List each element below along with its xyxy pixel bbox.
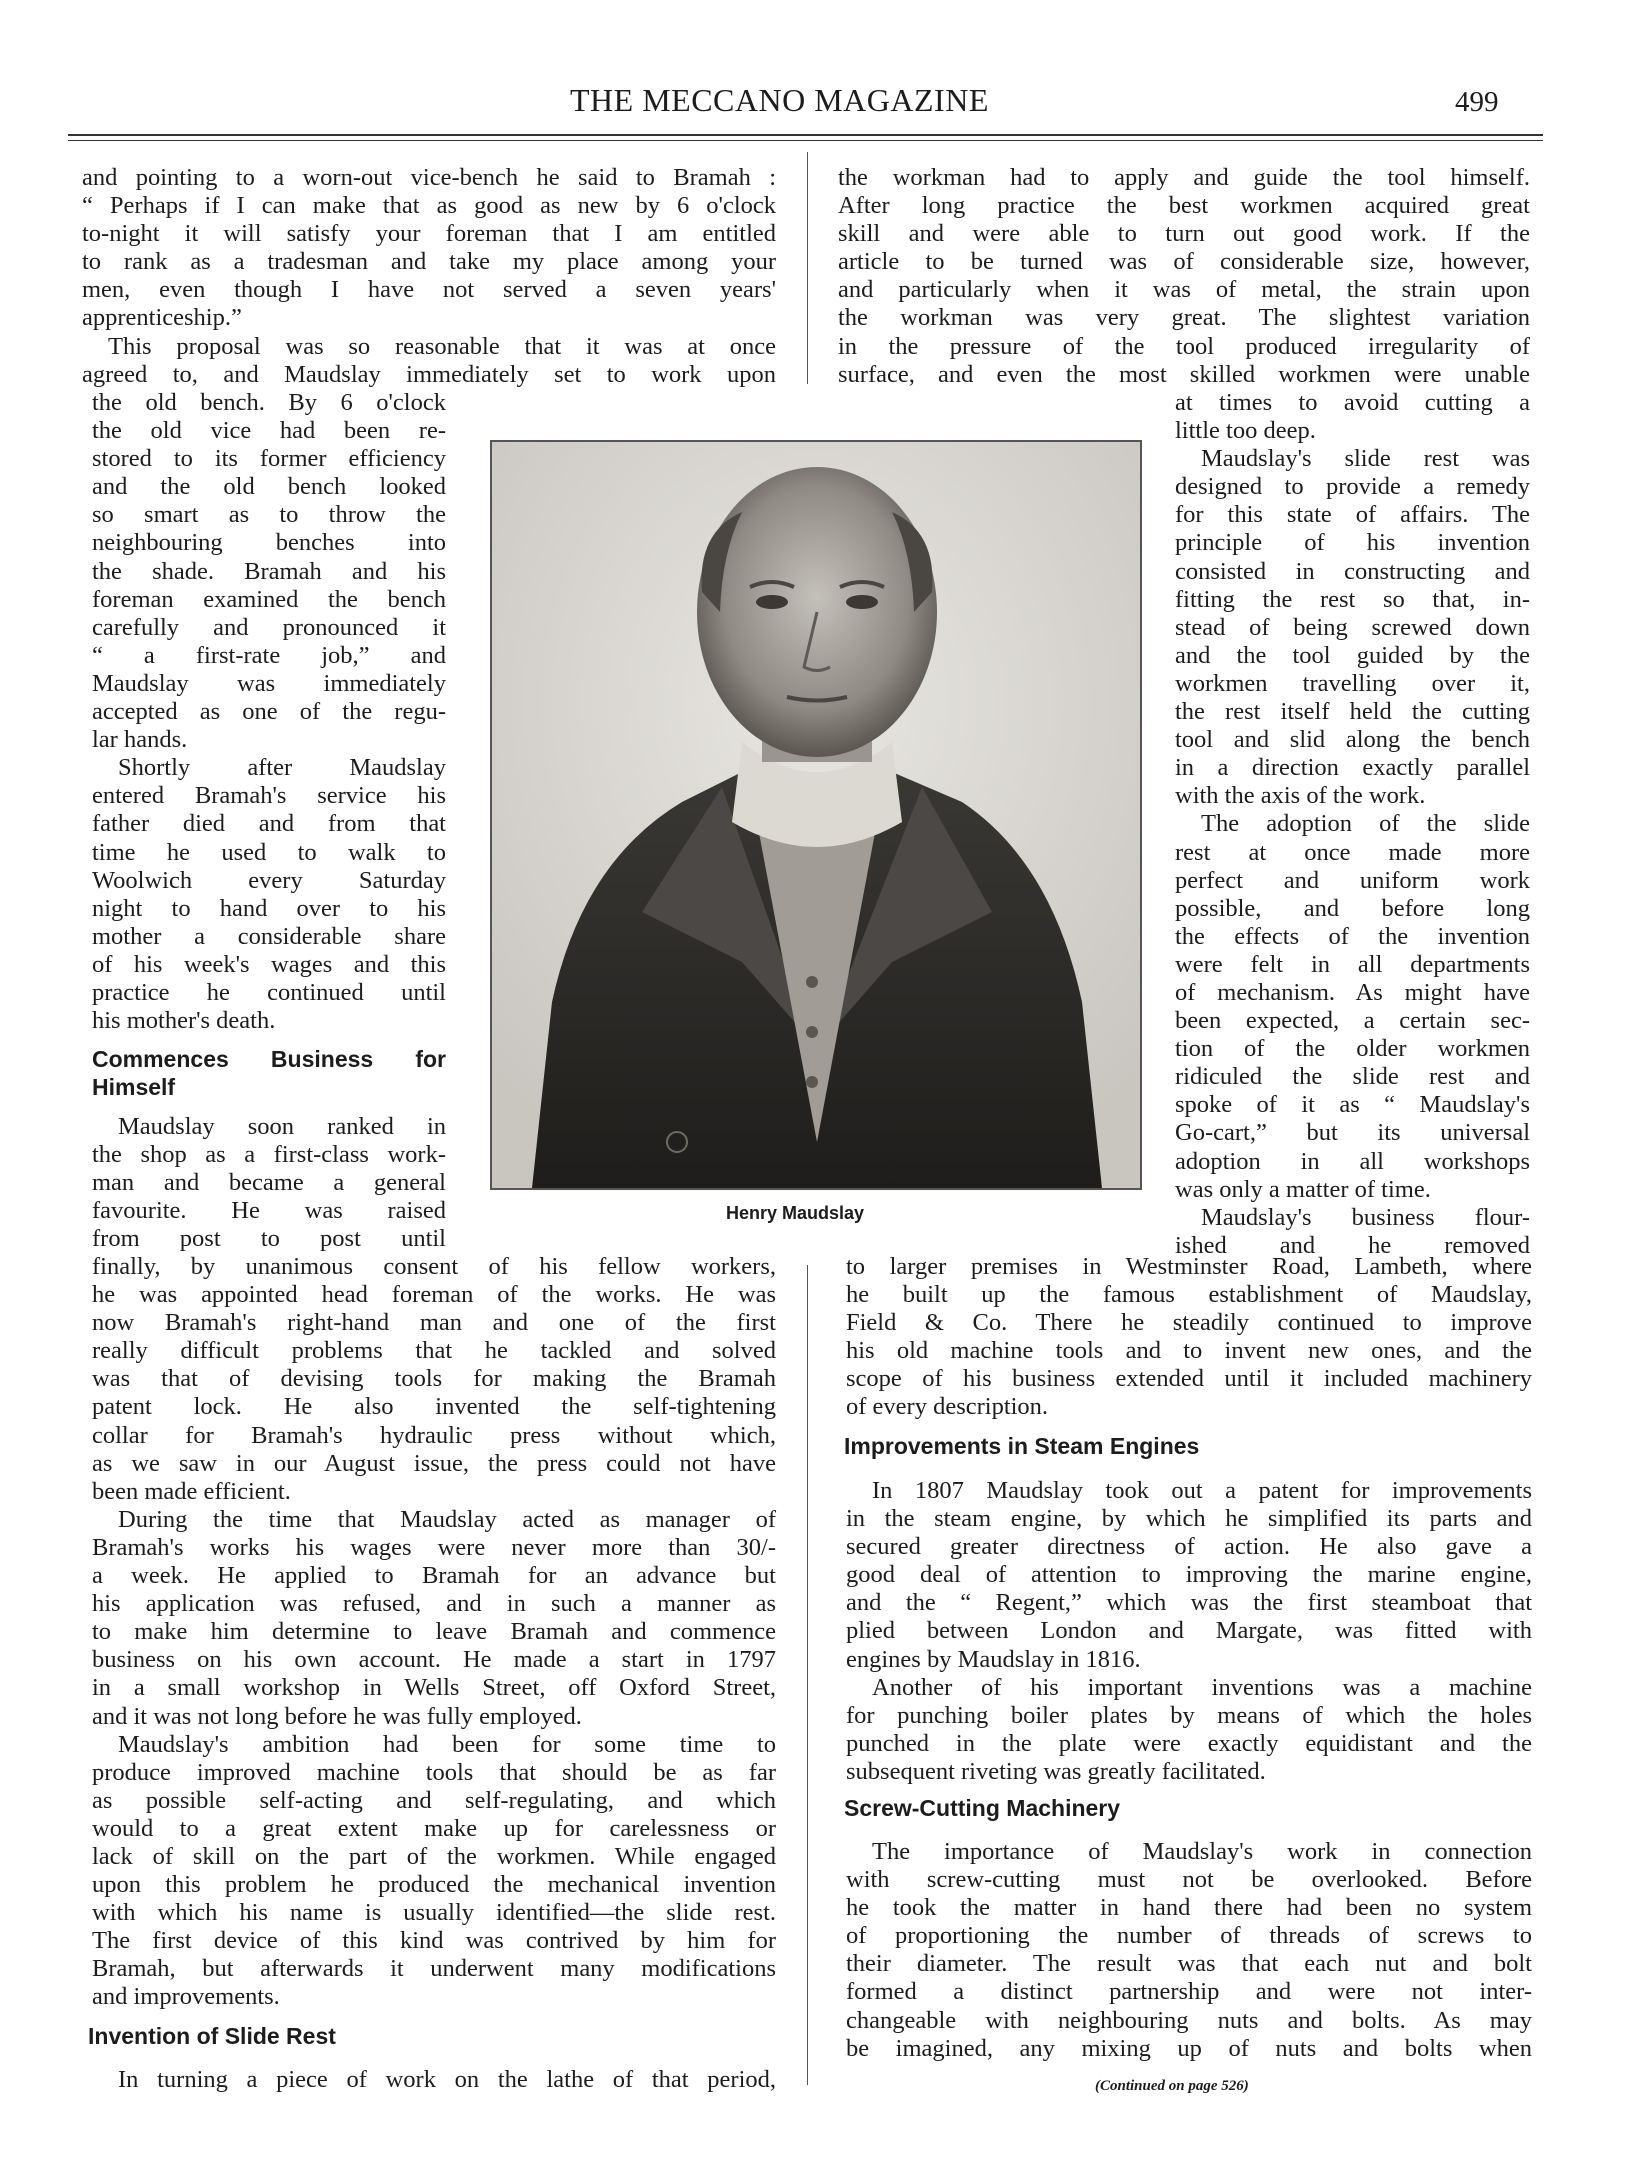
text-line: was only a matter of time. bbox=[1175, 1175, 1431, 1203]
text-line: in a small workshop in Wells Street, off Oxford Street, bbox=[92, 1674, 776, 1702]
text-line: entered Bramah's service his bbox=[92, 782, 446, 810]
text-line: and improvements. bbox=[92, 1983, 280, 2011]
right-column-bottom-text bbox=[846, 1253, 1532, 1422]
text-line: designed to provide a remedy bbox=[1175, 473, 1530, 501]
text-line: the rest itself held the cutting bbox=[1175, 698, 1530, 726]
text-line: the shop as a first-class work- bbox=[92, 1141, 446, 1169]
text-line: for punching boiler plates by means of which the holes bbox=[846, 1701, 1532, 1729]
text-line: father died and from that bbox=[92, 810, 446, 838]
text-line: as possible self-acting and self-regulating, and which bbox=[92, 1786, 776, 1814]
text-line: apprenticeship.” bbox=[82, 304, 242, 332]
text-line: and the tool guided by the bbox=[1175, 641, 1530, 669]
text-line: foreman examined the bench bbox=[92, 585, 446, 613]
heading-line: Commences Business for bbox=[92, 1046, 446, 1072]
text-line: their diameter. The result was that each nut and bolt bbox=[846, 1950, 1532, 1978]
text-line: night to hand over to his bbox=[92, 894, 446, 922]
text-line: ridiculed the slide rest and bbox=[1175, 1063, 1530, 1091]
text-line: Shortly after Maudslay bbox=[118, 754, 446, 782]
text-line: produce improved machine tools that should be as far bbox=[92, 1758, 776, 1786]
magazine-title: THE MECCANO MAGAZINE bbox=[570, 82, 989, 118]
text-line: men, even though I have not served a seven years' bbox=[82, 276, 776, 304]
text-line: plied between London and Margate, was fitted with bbox=[846, 1617, 1532, 1645]
text-line: man and became a general bbox=[92, 1169, 446, 1197]
text-line: to make him determine to leave Bramah and commence bbox=[92, 1618, 776, 1646]
text-line: the old vice had been re- bbox=[92, 417, 446, 445]
text-line: mother a considerable share bbox=[92, 922, 446, 950]
text-line: Field & Co. There he steadily continued to improve bbox=[846, 1309, 1532, 1337]
header-rule-bottom bbox=[68, 140, 1543, 141]
page-number: 499 bbox=[1455, 86, 1499, 118]
text-line: article to be turned was of considerable size, however, bbox=[838, 248, 1530, 276]
text-line: good deal of attention to improving the marine engine, bbox=[846, 1561, 1532, 1589]
column-divider-top bbox=[807, 152, 808, 384]
text-line: at times to avoid cutting a bbox=[1175, 389, 1530, 416]
text-line: formed a distinct partnership and were not inter- bbox=[846, 1978, 1532, 2006]
text-line: and the “ Regent,” which was the first steamboat that bbox=[846, 1589, 1532, 1617]
text-line: little too deep. bbox=[1175, 417, 1316, 445]
text-line: so smart as to throw the bbox=[92, 501, 446, 529]
text-line: been made efficient. bbox=[92, 1477, 291, 1505]
text-line: time he used to walk to bbox=[92, 838, 446, 866]
text-line: the effects of the invention bbox=[1175, 922, 1530, 950]
text-line: After long practice the best workmen acquired great bbox=[838, 192, 1530, 220]
text-line: In turning a piece of work on the lathe of that period, bbox=[118, 2066, 776, 2093]
text-line: Another of his important inventions was a machine bbox=[872, 1673, 1532, 1701]
text-line: Go-cart,” but its universal bbox=[1175, 1119, 1530, 1147]
text-line: his application was refused, and in such a manner as bbox=[92, 1590, 776, 1618]
text-line: of every description. bbox=[846, 1393, 1049, 1421]
left-final-line bbox=[92, 2066, 776, 2094]
text-line: carefully and pronounced it bbox=[92, 613, 446, 641]
text-line: upon this problem he produced the mechanical invention bbox=[92, 1871, 776, 1899]
text-line: perfect and uniform work bbox=[1175, 866, 1530, 894]
text-line: lar hands. bbox=[92, 726, 188, 754]
text-line: stead of being screwed down bbox=[1175, 613, 1530, 641]
text-line: of proportioning the number of threads of screws to bbox=[846, 1922, 1532, 1950]
text-line: tion of the older workmen bbox=[1175, 1035, 1530, 1063]
header-rule-top bbox=[68, 134, 1543, 136]
text-line: Maudslay soon ranked in bbox=[118, 1113, 446, 1140]
right-column-steam-text bbox=[846, 1477, 1532, 1786]
text-line: with screw-cutting must not be overlooked. Before bbox=[846, 1866, 1532, 1894]
text-line: punched in the plate were exactly equidistant and the bbox=[846, 1729, 1532, 1757]
text-line: The adoption of the slide bbox=[1201, 810, 1530, 838]
text-line: he was appointed head foreman of the works. He was bbox=[92, 1281, 776, 1309]
text-line: the workman was very great. The slightest variation bbox=[838, 304, 1530, 332]
text-line: the old bench. By 6 o'clock bbox=[92, 389, 446, 416]
text-line: surface, and even the most skilled workmen were unable bbox=[838, 360, 1530, 388]
left-column-bottom-text bbox=[92, 1253, 776, 2012]
text-line: agreed to, and Maudslay immediately set to work upon bbox=[82, 360, 776, 388]
text-line: Maudslay was immediately bbox=[92, 669, 446, 697]
text-line: skill and were able to turn out good work. If the bbox=[838, 220, 1530, 248]
left-narrow-text bbox=[92, 389, 446, 1035]
text-line: possible, and before long bbox=[1175, 894, 1530, 922]
text-line: Bramah, but afterwards it underwent many modifications bbox=[92, 1955, 776, 1983]
text-line: fitting the rest so that, in- bbox=[1175, 585, 1530, 613]
text-line: secured greater directness of action. He also gave a bbox=[846, 1533, 1532, 1561]
text-line: changeable with neighbouring nuts and bolts. As may bbox=[846, 2006, 1532, 2034]
heading-commences-business bbox=[92, 1045, 446, 1101]
text-line: his old machine tools and to invent new ones, and the bbox=[846, 1337, 1532, 1365]
text-line: finally, by unanimous consent of his fellow workers, bbox=[92, 1253, 776, 1280]
text-line: to-night it will satisfy your foreman that I am entitled bbox=[82, 220, 776, 248]
text-line: patent lock. He also invented the self-tightening bbox=[92, 1393, 776, 1421]
text-line: The importance of Maudslay's work in connection bbox=[872, 1838, 1532, 1865]
text-line: practice he continued until bbox=[92, 978, 446, 1006]
text-line: from post to post until bbox=[92, 1225, 446, 1253]
column-divider-bottom bbox=[807, 1265, 808, 2085]
text-line: would to a great extent make up for carelessness or bbox=[92, 1814, 776, 1842]
text-line: to larger premises in Westminster Road, Lambeth, where bbox=[846, 1253, 1532, 1280]
text-line: and the old bench looked bbox=[92, 473, 446, 501]
text-line: accepted as one of the regu- bbox=[92, 698, 446, 726]
text-line: and it was not long before he was fully employed. bbox=[92, 1702, 582, 1730]
right-narrow-text bbox=[1175, 389, 1530, 1260]
continued-note: (Continued on page 526) bbox=[1095, 2078, 1249, 2094]
text-line: his mother's death. bbox=[92, 1007, 276, 1035]
text-line: “ a first-rate job,” and bbox=[92, 641, 446, 669]
text-line: really difficult problems that he tackled and solved bbox=[92, 1337, 776, 1365]
text-line: rest at once made more bbox=[1175, 838, 1530, 866]
portrait-image bbox=[492, 442, 1140, 1188]
heading-line: Himself bbox=[92, 1074, 176, 1100]
text-line: stored to its former efficiency bbox=[92, 445, 446, 473]
text-line: scope of his business extended until it included machinery bbox=[846, 1365, 1532, 1393]
text-line: and pointing to a worn-out vice-bench he said to Bramah : bbox=[82, 164, 776, 191]
text-line: ished and he removed bbox=[1175, 1231, 1530, 1259]
text-line: workmen travelling over it, bbox=[1175, 669, 1530, 697]
text-line: was that of devising tools for making the Bramah bbox=[92, 1365, 776, 1393]
text-line: “ Perhaps if I can make that as good as new by 6 o'clock bbox=[82, 192, 776, 220]
right-column-top-text bbox=[838, 164, 1530, 389]
text-line: of mechanism. As might have bbox=[1175, 978, 1530, 1006]
text-line: During the time that Maudslay acted as manager of bbox=[118, 1505, 776, 1533]
text-line: business on his own account. He made a start in 1797 bbox=[92, 1646, 776, 1674]
text-line: he built up the famous establishment of Maudslay, bbox=[846, 1281, 1532, 1309]
text-line: Woolwich every Saturday bbox=[92, 866, 446, 894]
heading-screw-cutting-machinery: Screw-Cutting Machinery bbox=[844, 1795, 1121, 1821]
text-line: to rank as a tradesman and take my place among your bbox=[82, 248, 776, 276]
text-line: of his week's wages and this bbox=[92, 950, 446, 978]
text-line: This proposal was so reasonable that it was at once bbox=[108, 332, 776, 360]
text-line: for this state of affairs. The bbox=[1175, 501, 1530, 529]
right-column-screw-text bbox=[846, 1838, 1532, 2063]
left-column-top-text bbox=[82, 164, 776, 389]
left-narrow-text-2 bbox=[92, 1113, 446, 1253]
text-line: in a direction exactly parallel bbox=[1175, 754, 1530, 782]
text-line: favourite. He was raised bbox=[92, 1197, 446, 1225]
text-line: adoption in all workshops bbox=[1175, 1147, 1530, 1175]
text-line: Bramah's works his wages were never more than 30/- bbox=[92, 1533, 776, 1561]
heading-invention-slide-rest: Invention of Slide Rest bbox=[88, 2023, 336, 2049]
text-line: the workman had to apply and guide the tool himself. bbox=[838, 164, 1530, 191]
portrait-caption: Henry Maudslay bbox=[726, 1203, 865, 1223]
text-line: tool and slid along the bench bbox=[1175, 726, 1530, 754]
text-line: Maudslay's slide rest was bbox=[1201, 445, 1530, 473]
text-line: consisted in constructing and bbox=[1175, 557, 1530, 585]
heading-improvements-steam-engines: Improvements in Steam Engines bbox=[844, 1433, 1200, 1459]
text-line: neighbouring benches into bbox=[92, 529, 446, 557]
text-line: engines by Maudslay in 1816. bbox=[846, 1645, 1141, 1673]
text-line: now Bramah's right-hand man and one of the first bbox=[92, 1309, 776, 1337]
text-line: The first device of this kind was contrived by him for bbox=[92, 1927, 776, 1955]
text-line: with the axis of the work. bbox=[1175, 782, 1426, 810]
text-line: principle of his invention bbox=[1175, 529, 1530, 557]
text-line: subsequent riveting was greatly facilitated. bbox=[846, 1757, 1266, 1785]
text-line: Maudslay's business flour- bbox=[1201, 1203, 1530, 1231]
text-line: he took the matter in hand there had been no system bbox=[846, 1894, 1532, 1922]
text-line: In 1807 Maudslay took out a patent for improvements bbox=[872, 1477, 1532, 1504]
portrait-frame bbox=[490, 440, 1142, 1190]
text-line: and particularly when it was of metal, the strain upon bbox=[838, 276, 1530, 304]
text-line: lack of skill on the part of the workmen. While engaged bbox=[92, 1842, 776, 1870]
text-line: the shade. Bramah and his bbox=[92, 557, 446, 585]
text-line: Maudslay's ambition had been for some time to bbox=[118, 1730, 776, 1758]
text-line: with which his name is usually identified—the slide rest. bbox=[92, 1899, 776, 1927]
text-line: collar for Bramah's hydraulic press without which, bbox=[92, 1421, 776, 1449]
text-line: be imagined, any mixing up of nuts and bolts when bbox=[846, 2034, 1532, 2062]
text-line: were felt in all departments bbox=[1175, 950, 1530, 978]
text-line: spoke of it as “ Maudslay's bbox=[1175, 1091, 1530, 1119]
text-line: as we saw in our August issue, the press could not have bbox=[92, 1449, 776, 1477]
text-line: a week. He applied to Bramah for an advance but bbox=[92, 1562, 776, 1590]
text-line: in the steam engine, by which he simplified its parts and bbox=[846, 1505, 1532, 1533]
text-line: in the pressure of the tool produced irregularity of bbox=[838, 332, 1530, 360]
text-line: been expected, a certain sec- bbox=[1175, 1007, 1530, 1035]
